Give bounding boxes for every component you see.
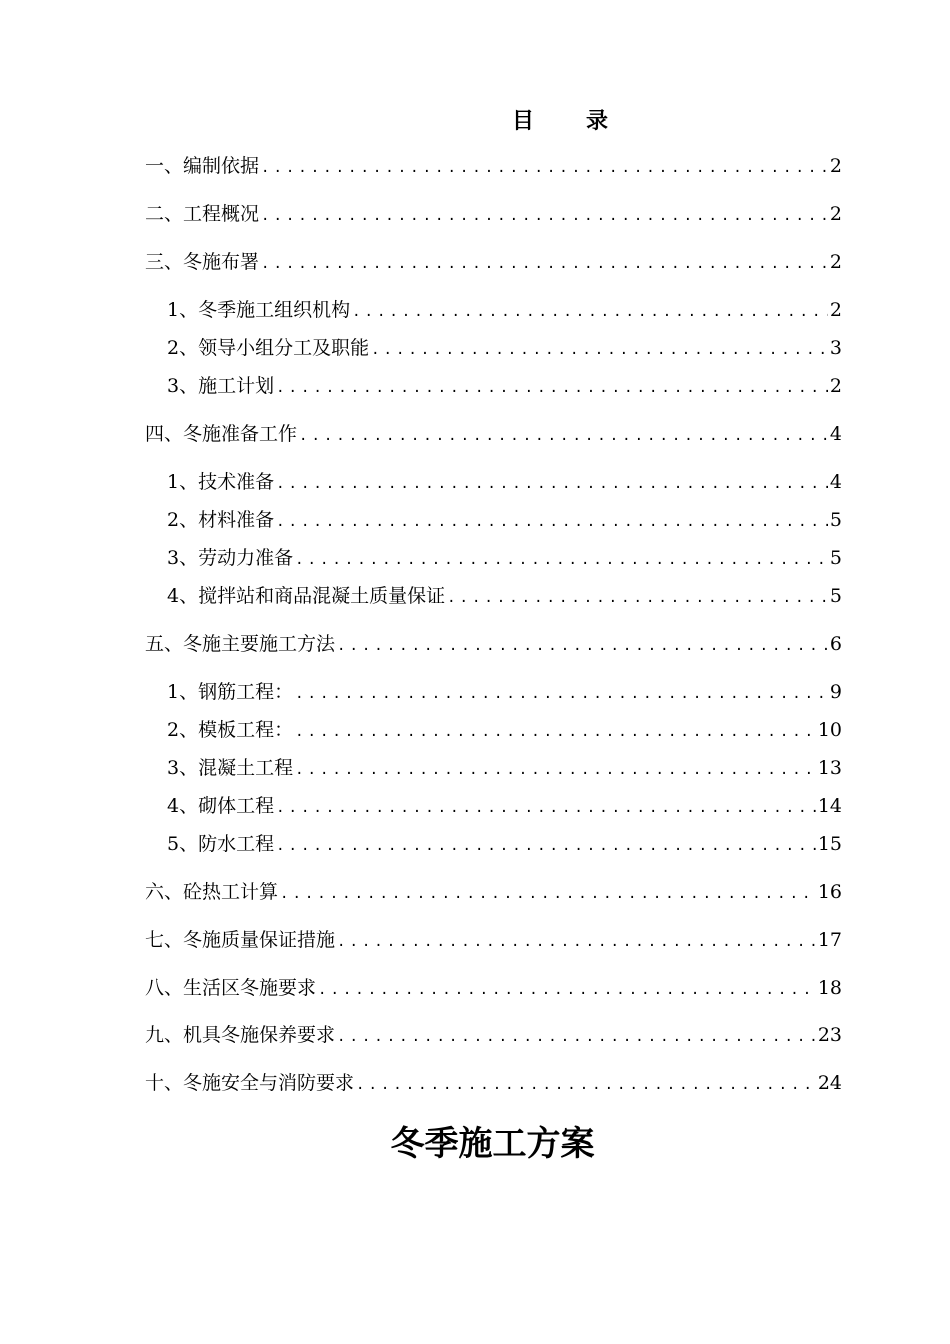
toc-leader [261,203,828,229]
toc-leader [447,585,828,611]
toc-entry-title: 三、冬施布署 [145,251,260,273]
toc-heading [0,104,950,135]
toc-heading-char-1: 目 [511,108,534,134]
toc-entry-title: 九、机具冬施保养要求 [145,1024,336,1046]
toc-entry-page: 13 [817,757,842,779]
toc-entry-title: 四、冬施准备工作 [145,423,298,445]
toc-entry-page: 16 [817,881,842,903]
toc-leader [371,337,828,363]
toc-entry-page: 2 [829,375,842,397]
toc-entry-5[interactable] [145,631,842,657]
toc-entry-title: 2、材料准备 [167,509,275,531]
toc-entry-9[interactable] [145,1022,842,1048]
toc-leader [280,881,816,907]
toc-leader [337,929,816,955]
toc-entry-title: 七、冬施质量保证措施 [145,929,336,951]
toc-entry-title: 2、模板工程： [167,719,294,741]
toc-leader [276,795,816,821]
toc-entry-5-4[interactable] [167,793,842,819]
toc-entry-10[interactable] [145,1070,842,1096]
toc-entry-page: 4 [829,471,842,493]
toc-leader [276,471,828,497]
toc-entry-3-2[interactable] [167,335,842,361]
toc-entry-title: 八、生活区冬施要求 [145,977,317,999]
toc-heading-char-2: 录 [586,108,609,134]
toc-entry-title: 十、冬施安全与消防要求 [145,1072,355,1094]
toc-entry-title: 1、冬季施工组织机构 [167,299,351,321]
toc-entry-title: 一、编制依据 [145,155,260,177]
toc-entry-page: 5 [829,547,842,569]
toc-entry-page: 15 [817,833,842,855]
toc-entry-title: 六、砼热工计算 [145,881,279,903]
toc-leader [295,719,816,745]
toc-entry-5-1[interactable] [167,679,842,705]
toc-entry-title: 3、劳动力准备 [167,547,294,569]
toc-leader [295,681,828,707]
toc-entry-3-3[interactable] [167,373,842,399]
toc-entry-4-2[interactable] [167,507,842,533]
toc-leader [276,833,816,859]
toc-leader [352,299,828,325]
toc-entry-page: 2 [829,203,842,225]
toc-leader [295,547,828,573]
toc-entry-title: 2、领导小组分工及职能 [167,337,370,359]
toc-leader [276,375,828,401]
toc-entry-page: 9 [829,681,842,703]
toc-entry-4-4[interactable] [167,583,842,609]
toc-entry-3[interactable] [145,249,842,275]
toc-entry-title: 3、施工计划 [167,375,275,397]
toc-entry-title: 1、钢筋工程： [167,681,294,703]
toc-entry-page: 24 [817,1072,842,1094]
toc-entry-5-5[interactable] [167,831,842,857]
toc-leader [356,1072,816,1098]
toc-entry-title: 五、冬施主要施工方法 [145,633,336,655]
toc-leader [337,633,828,659]
toc-entry-5-2[interactable] [167,717,842,743]
toc-leader [261,251,828,277]
toc-entry-page: 2 [829,155,842,177]
toc-entry-5-3[interactable] [167,755,842,781]
toc-entry-2[interactable] [145,201,842,227]
toc-leader [276,509,828,535]
toc-leader [318,977,816,1003]
toc-entry-7[interactable] [145,927,842,953]
toc-entry-1[interactable] [145,153,842,179]
toc-entry-page: 2 [829,299,842,321]
document-title: 冬季施工方案 [390,1124,595,1164]
toc-entry-page: 4 [829,423,842,445]
toc-entry-title: 4、搅拌站和商品混凝土质量保证 [167,585,446,607]
toc-leader [295,757,816,783]
toc-entry-page: 14 [817,795,842,817]
toc-entry-4-3[interactable] [167,545,842,571]
toc-entry-title: 1、技术准备 [167,471,275,493]
toc-entry-page: 2 [829,251,842,273]
toc-entry-title: 3、混凝土工程 [167,757,294,779]
toc-entry-page: 23 [817,1024,842,1046]
toc-entry-page: 17 [817,929,842,951]
toc-entry-4[interactable] [145,421,842,447]
toc-entry-4-1[interactable] [167,469,842,495]
toc-entry-page: 5 [829,585,842,607]
toc-leader [261,155,828,181]
toc-entry-page: 10 [817,719,842,741]
toc-entry-page: 6 [829,633,842,655]
toc-entry-title: 二、工程概况 [145,203,260,225]
toc-leader [337,1024,816,1050]
toc-leader [299,423,828,449]
toc-entry-title: 4、砌体工程 [167,795,275,817]
toc-entry-page: 5 [829,509,842,531]
toc-entry-8[interactable] [145,975,842,1001]
toc-entry-page: 3 [829,337,842,359]
toc-entry-6[interactable] [145,879,842,905]
toc-entry-title: 5、防水工程 [167,833,275,855]
toc-entry-3-1[interactable] [167,297,842,323]
toc-entry-page: 18 [817,977,842,999]
